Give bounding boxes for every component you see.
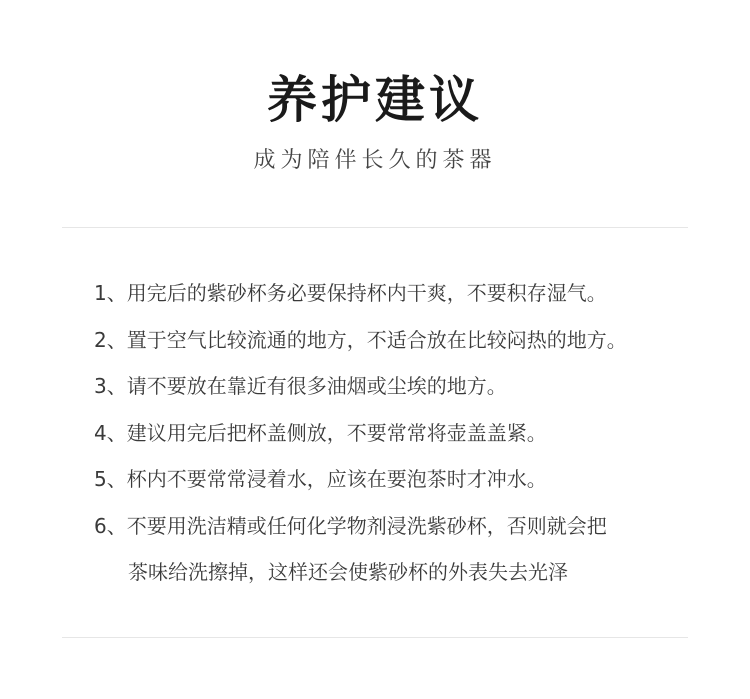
tip-item-5: 5、杯内不要常常浸着水，应该在要泡茶时才冲水。	[94, 467, 547, 491]
top-divider	[62, 227, 688, 228]
care-tips-list	[94, 270, 694, 596]
page-title: 养护建议	[267, 70, 483, 129]
bottom-divider	[62, 637, 688, 638]
page-subtitle: 成为陪伴长久的茶器	[253, 148, 497, 173]
tip-item-2: 2、置于空气比较流通的地方，不适合放在比较闷热的地方。	[94, 327, 627, 352]
tip-item-4: 4、建议用完后把杯盖侧放，不要常常将壶盖盖紧。	[94, 420, 547, 445]
tip-item-3: 3、请不要放在靠近有很多油烟或尘埃的地方。	[94, 374, 507, 398]
tip-item-6: 6、不要用洗洁精或任何化学物剂浸洗紫砂杯，否则就会把	[94, 513, 607, 538]
tip-item-6-continued: 茶味给洗擦掉，这样还会使紫砂杯的外表失去光泽	[128, 560, 568, 584]
tip-item-1: 1、用完后的紫砂杯务必要保持杯内干爽，不要积存湿气。	[94, 281, 607, 305]
